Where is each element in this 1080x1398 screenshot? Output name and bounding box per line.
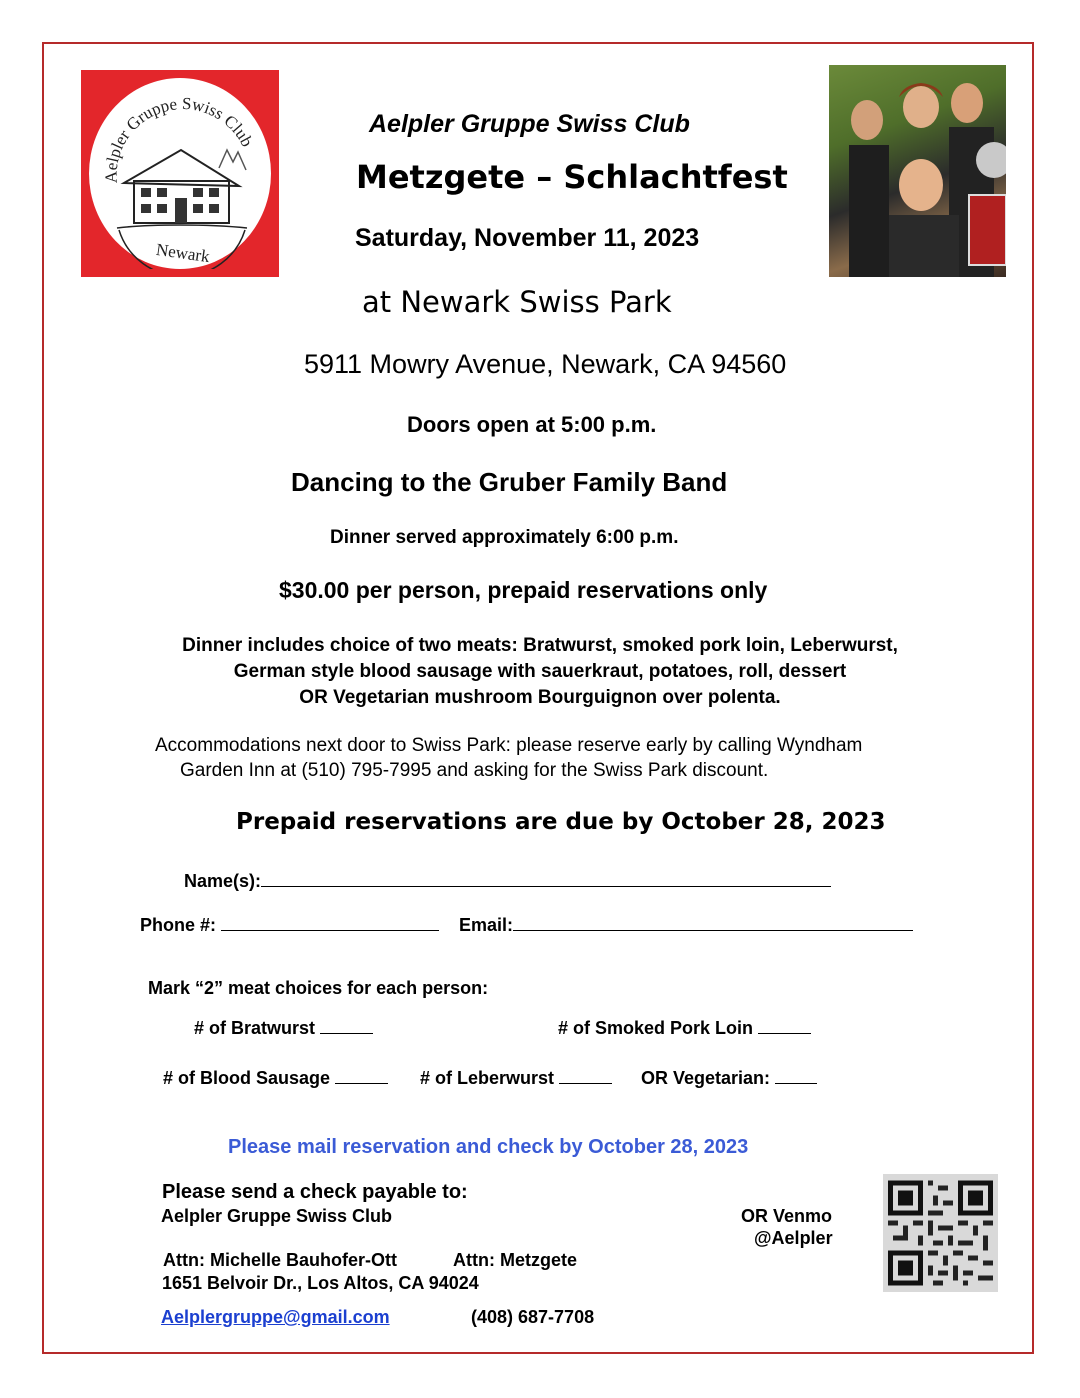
accommodations-line-1: Accommodations next door to Swiss Park: please reserve early by calling Wyndham <box>155 735 863 756</box>
venue-address: 5911 Mowry Avenue, Newark, CA 94560 <box>304 349 787 379</box>
doors-open: Doors open at 5:00 p.m. <box>407 412 657 437</box>
names-row <box>184 870 831 892</box>
logo-house-drawing <box>89 78 271 269</box>
email-label: Email: <box>459 915 514 935</box>
leberwurst-field[interactable] <box>559 1067 612 1084</box>
blood-sausage-row <box>163 1067 388 1089</box>
email-field[interactable] <box>513 914 913 931</box>
logo-circle <box>89 78 271 269</box>
contact-phone: (408) 687-7708 <box>471 1307 595 1327</box>
mail-notice: Please mail reservation and check by October 28, 2023 <box>228 1136 749 1158</box>
smoked-pork-label: # of Smoked Pork Loin <box>558 1018 754 1038</box>
club-name: Aelpler Gruppe Swiss Club <box>369 110 690 138</box>
mailing-address: 1651 Belvoir Dr., Los Altos, CA 94024 <box>162 1273 479 1293</box>
email-link-wrap <box>161 1307 390 1328</box>
names-label: Name(s): <box>184 871 262 891</box>
logo-bottom-text: Newark <box>154 239 211 267</box>
band-info: Dancing to the Gruber Family Band <box>291 467 728 497</box>
payee-name: Aelpler Gruppe Swiss Club <box>161 1206 393 1226</box>
accommodations-line-2: Garden Inn at (510) 795-7995 and asking for the Swiss Park discount. <box>180 760 769 781</box>
menu-line-3: OR Vegetarian mushroom Bourguignon over polenta. <box>299 687 781 708</box>
logo-arc-text: Aelpler Gruppe Swiss Club <box>101 93 257 184</box>
phone-label: Phone #: <box>140 915 217 935</box>
vegetarian-row <box>641 1067 817 1089</box>
email-row <box>459 914 913 936</box>
smoked-pork-row <box>558 1017 811 1039</box>
attn-person: Attn: Michelle Bauhofer-Ott <box>163 1250 397 1270</box>
bratwurst-field[interactable] <box>320 1017 373 1034</box>
price-info: $30.00 per person, prepaid reservations only <box>279 577 768 603</box>
meat-instruction: Mark “2” meat choices for each person: <box>148 978 489 998</box>
phone-field[interactable] <box>221 914 439 931</box>
leberwurst-label: # of Leberwurst <box>420 1068 555 1088</box>
phone-row <box>140 914 439 936</box>
event-venue: at Newark Swiss Park <box>362 285 672 319</box>
venmo-qr-code[interactable] <box>883 1174 998 1292</box>
check-payable: Please send a check payable to: <box>162 1181 468 1203</box>
names-field[interactable] <box>261 870 831 887</box>
blood-sausage-field[interactable] <box>335 1067 388 1084</box>
venmo-handle: @Aelpler <box>754 1228 833 1248</box>
club-logo <box>81 70 279 277</box>
reservation-deadline: Prepaid reservations are due by October 28, 2023 <box>236 809 886 835</box>
attn-event: Attn: Metzgete <box>453 1250 577 1270</box>
blood-sausage-label: # of Blood Sausage <box>163 1068 331 1088</box>
vegetarian-label: OR Vegetarian: <box>641 1068 771 1088</box>
event-title: Metzgete – Schlachtfest <box>356 158 788 196</box>
contact-email-link[interactable]: Aelplergruppe@gmail.com <box>161 1307 390 1327</box>
dinner-time: Dinner served approximately 6:00 p.m. <box>330 527 679 548</box>
bratwurst-label: # of Bratwurst <box>194 1018 316 1038</box>
event-date: Saturday, November 11, 2023 <box>355 224 700 252</box>
menu-description <box>0 633 1080 711</box>
band-photo <box>829 65 1006 277</box>
smoked-pork-field[interactable] <box>758 1017 811 1034</box>
venmo-label: OR Venmo <box>741 1206 833 1226</box>
bratwurst-row <box>194 1017 373 1039</box>
vegetarian-field[interactable] <box>775 1067 817 1084</box>
menu-line-2: German style blood sausage with sauerkraut, potatoes, roll, dessert <box>233 661 847 682</box>
leberwurst-row <box>420 1067 612 1089</box>
menu-line-1: Dinner includes choice of two meats: Bratwurst, smoked pork loin, Leberwurst, <box>182 635 898 656</box>
